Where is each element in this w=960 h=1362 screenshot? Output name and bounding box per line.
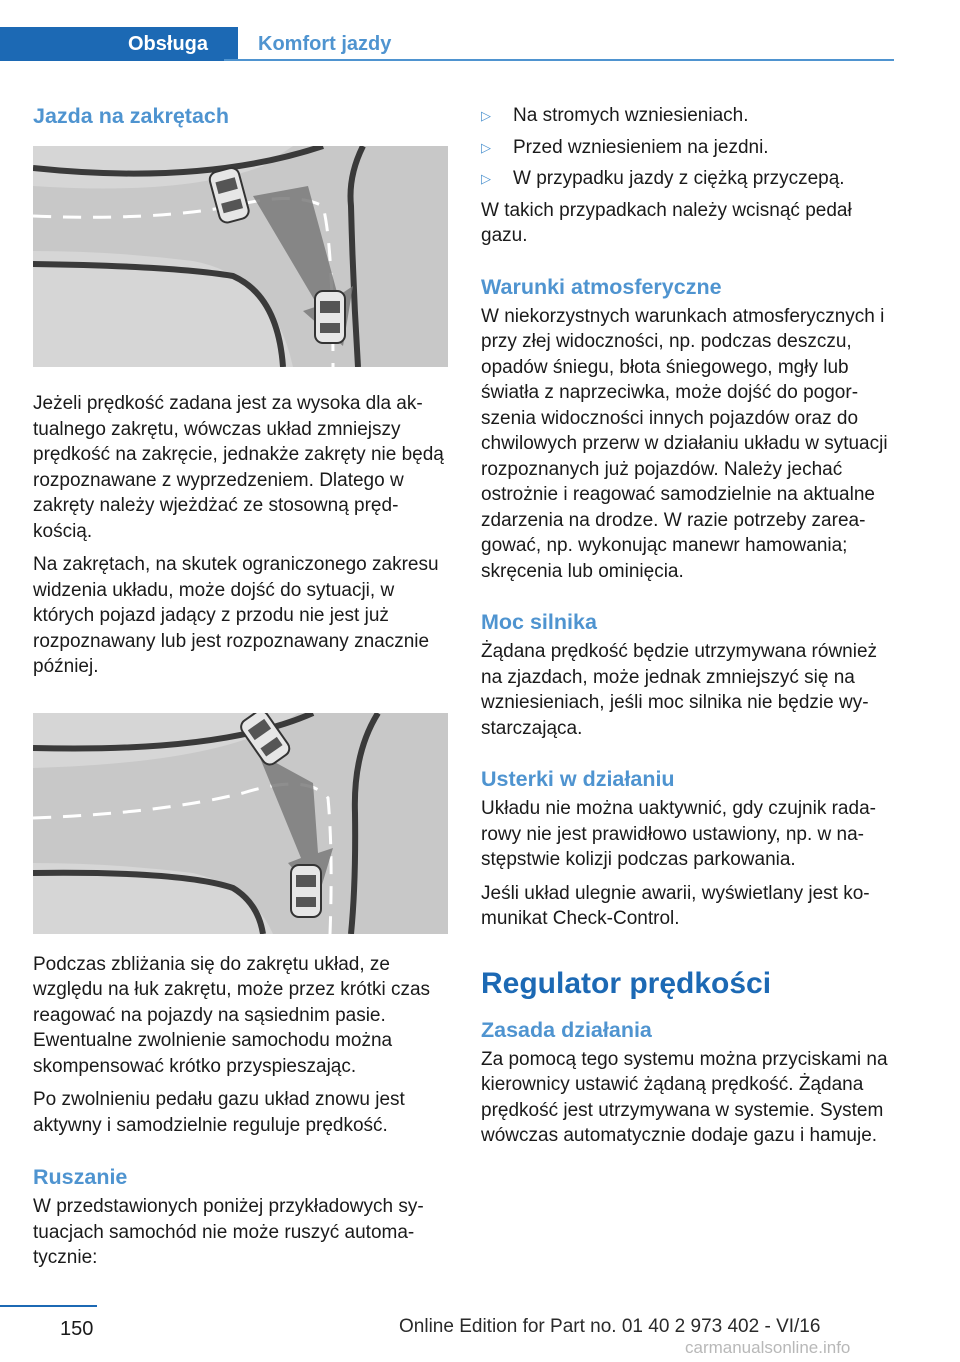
heading-ruszanie: Ruszanie [33, 1165, 128, 1189]
footer-divider [0, 1305, 97, 1307]
list-item-text: Przed wzniesieniem na jezdni. [513, 136, 769, 158]
paragraph: W przedstawionych poniżej przykładowych sytuacjach samochód nie może ruszyć automatycznie: [33, 1196, 424, 1268]
paragraph: Po zwolnieniu pedału gazu układ znowu jest aktywny i samodzielnie reguluje prędkość. [33, 1089, 405, 1136]
list-item-text: W przypadku jazdy z ciężką przyczepą. [513, 168, 845, 189]
heading-jazda-na-zakretach: Jazda na zakrętach [33, 104, 229, 128]
triangle-bullet-icon: ▷ [481, 139, 491, 155]
header-divider [224, 59, 894, 61]
curve-illustration-1 [33, 146, 448, 367]
header-tabs [0, 27, 411, 61]
paragraph: Jeśli układ ulegnie awarii, wyświetlany jest komunikat Check-Control. [481, 882, 870, 929]
heading-usterki-w-dzialaniu: Usterki w działaniu [481, 767, 675, 791]
list-item [481, 135, 897, 161]
watermark: carmanualsonline.info [685, 1338, 851, 1357]
triangle-bullet-icon: ▷ [481, 171, 491, 186]
heading-zasada-dzialania: Zasada działania [481, 1017, 652, 1042]
paragraph: Za pomocą tego systemu można przyciskami na kierownicy ustawić żądaną prędkość. Żądana prędkość jest utrzymywana w systemie. System wówczas automatycznie dodaje gazu i hamuje. [481, 1048, 888, 1146]
triangle-bullet-icon: ▷ [481, 108, 491, 123]
list-item [481, 166, 897, 192]
edition-text: Online Edition for Part no. 01 40 2 973 402 - VI/16 [399, 1316, 821, 1337]
heading-moc-silnika: Moc silnika [481, 610, 597, 634]
list-item-text: Na stromych wzniesieniach. [513, 105, 749, 126]
paragraph: Układu nie można uaktywnić, gdy czujnik radarowy nie jest prawidłowo ustawiony, np. w następstwie kolizji podczas parkowania. [481, 798, 876, 870]
heading-regulator-predkosci: Regulator prędkości [481, 966, 772, 1000]
tab-komfort-jazdy[interactable]: Komfort jazdy [258, 33, 392, 55]
paragraph: W takich przypadkach należy wcisnąć pedał gazu. [481, 199, 852, 246]
paragraph: Na zakrętach, na skutek ograniczonego zakresu widzenia układu, może dojść do sytuacji, w których pojazd jadący z przodu nie jest już rozpoznawany lub jest rozpoznawany znacznie później. [33, 554, 439, 677]
heading-warunki-atmosferyczne: Warunki atmosferyczne [481, 274, 722, 299]
paragraph: W niekorzystnych warunkach atmosferycznych i przy złej widoczności, np. podczas deszczu, opadów śniegu, błota śniegowego, mgły lub światła z naprzeciwka, może dojść do pogorszenia widoczności innych pojazdów oraz do chwilowych przerw w działaniu układu w sytuacji rozpoznanych już pojazdów. Należy jechać ostrożnie i reagować samodzielnie na aktualne zdarzenia na drodze. W razie potrzeby zareagować, np. wykonując manewr hamowania; skręcenia lub ominięcia. [481, 305, 888, 582]
right-column [481, 100, 897, 1149]
left-column [33, 100, 448, 1271]
curve-illustration-2 [33, 713, 448, 934]
page-number: 150 [60, 1318, 94, 1340]
list-item [481, 103, 897, 129]
paragraph: Podczas zbliżania się do zakrętu układ, ze względu na łuk zakrętu, może przez krótki czas reagować na pojazdy na sąsiednim pasie. Ewentualne zwolnienie samochodu można skompensować krótko przyspieszając. [33, 953, 431, 1077]
tab-obsluga[interactable]: Obsługa [0, 27, 238, 61]
paragraph: Jeżeli prędkość zadana jest za wysoka dla aktualnego zakrętu, wówczas układ zmniejszy prędkość na zakręcie, jednakże zakręty nie będą rozpoznawane z wyprzedzeniem. Dlatego w zakręty należy wjeżdżać ze stosowną prędkością. [33, 393, 444, 542]
paragraph: Żądana prędkość będzie utrzymywana również na zjazdach, może jednak zmniejszyć się na wzniesieniach, jeśli moc silnika nie będzie wystarczająca. [481, 641, 878, 739]
